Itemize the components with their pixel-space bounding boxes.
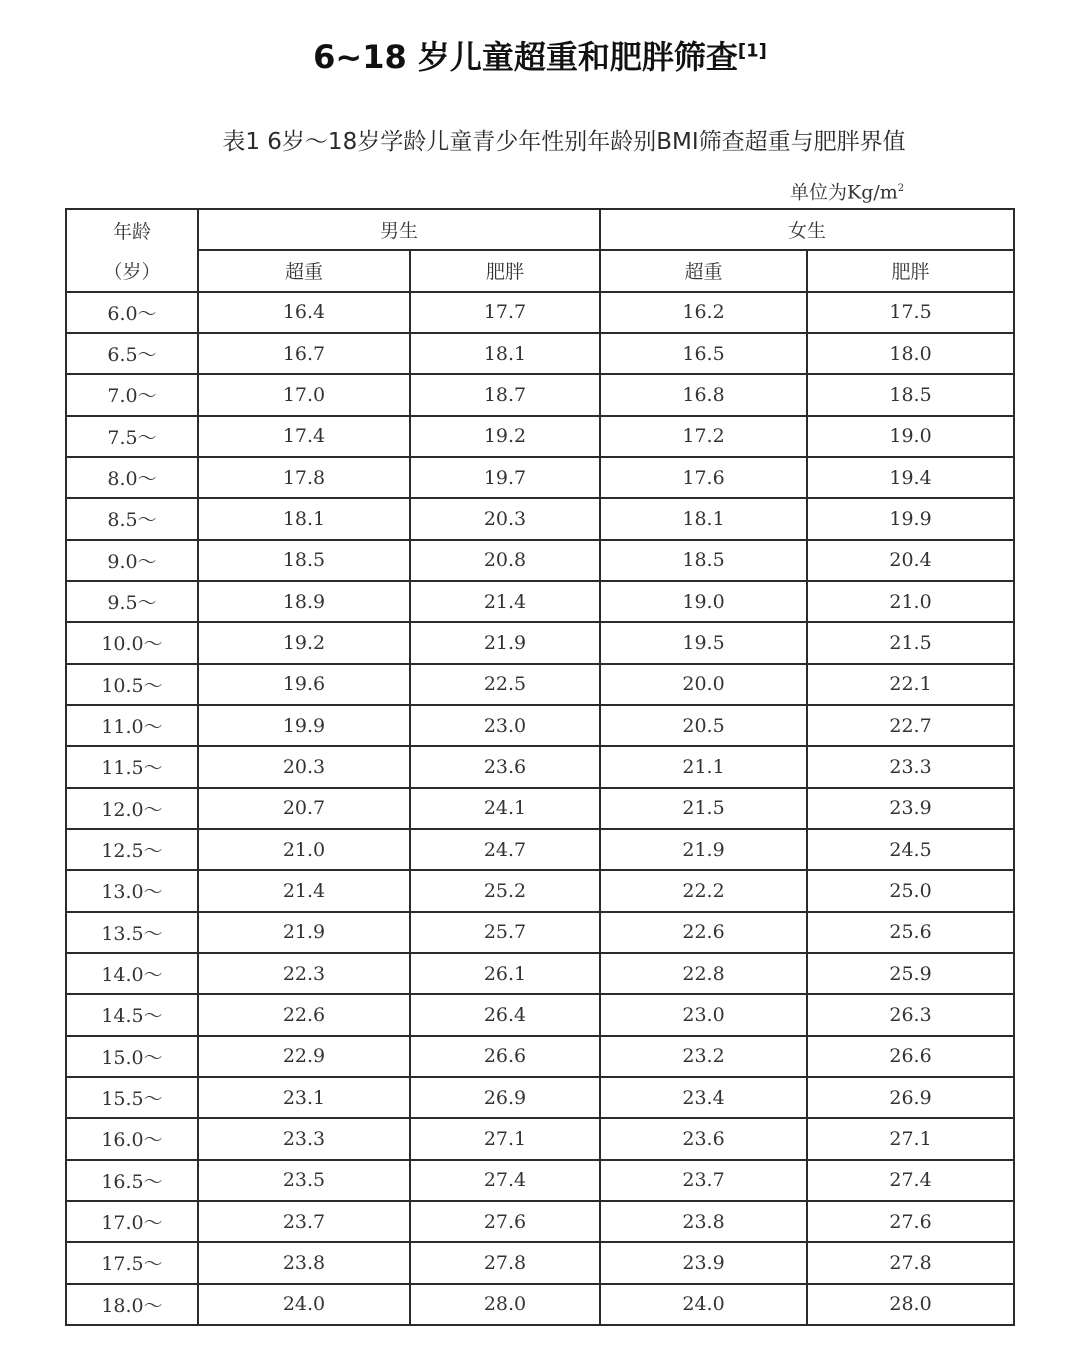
table-row xyxy=(66,581,1014,622)
age-cell: 14.0～ xyxy=(66,953,198,994)
table-row xyxy=(66,746,1014,787)
boy-obese-cell: 18.7 xyxy=(410,374,600,415)
table-row xyxy=(66,664,1014,705)
age-cell: 7.5～ xyxy=(66,416,198,457)
boy-obese-cell: 19.7 xyxy=(410,457,600,498)
age-cell: 15.0～ xyxy=(66,1036,198,1077)
table-caption: 表1 6岁～18岁学龄儿童青少年性别年龄别BMI筛查超重与肥胖界值 xyxy=(222,129,906,155)
boy-overweight-cell: 23.5 xyxy=(198,1160,410,1201)
table-row xyxy=(66,829,1014,870)
age-header-line2: （岁） xyxy=(66,250,198,291)
page-title-text: 6~18 岁儿童超重和肥胖筛查 xyxy=(313,38,738,76)
girls-header: 女生 xyxy=(600,209,1014,250)
boy-obese-cell: 21.4 xyxy=(410,581,600,622)
girl-obese-cell: 27.8 xyxy=(807,1242,1014,1283)
table-row xyxy=(66,870,1014,911)
age-cell: 10.0～ xyxy=(66,622,198,663)
unit-exponent: 2 xyxy=(897,183,905,194)
girl-obese-cell: 27.4 xyxy=(807,1160,1014,1201)
boy-overweight-cell: 22.3 xyxy=(198,953,410,994)
boy-overweight-cell: 16.7 xyxy=(198,333,410,374)
girl-overweight-cell: 23.7 xyxy=(600,1160,807,1201)
age-cell: 13.0～ xyxy=(66,870,198,911)
boy-obese-cell: 27.1 xyxy=(410,1118,600,1159)
table-row xyxy=(66,1118,1014,1159)
citation-marker[interactable]: [1] xyxy=(737,40,767,62)
boy-obese-cell: 24.1 xyxy=(410,788,600,829)
table-row xyxy=(66,374,1014,415)
girl-overweight-cell: 22.8 xyxy=(600,953,807,994)
girl-overweight-cell: 23.2 xyxy=(600,1036,807,1077)
table-row xyxy=(66,1036,1014,1077)
age-cell: 15.5～ xyxy=(66,1077,198,1118)
girl-overweight-cell: 18.5 xyxy=(600,540,807,581)
girl-overweight-cell: 21.1 xyxy=(600,746,807,787)
boy-obese-cell: 27.8 xyxy=(410,1242,600,1283)
boy-overweight-cell: 19.6 xyxy=(198,664,410,705)
girl-obese-cell: 20.4 xyxy=(807,540,1014,581)
girl-overweight-cell: 22.2 xyxy=(600,870,807,911)
table-row xyxy=(66,1077,1014,1118)
boy-obese-cell: 23.0 xyxy=(410,705,600,746)
page-title xyxy=(0,30,1080,84)
girl-obese-cell: 26.6 xyxy=(807,1036,1014,1077)
table-row xyxy=(66,994,1014,1035)
boy-obese-cell: 26.1 xyxy=(410,953,600,994)
boy-obese-cell: 23.6 xyxy=(410,746,600,787)
unit-note xyxy=(790,172,950,209)
boy-overweight-cell: 21.9 xyxy=(198,912,410,953)
table-row xyxy=(66,1242,1014,1283)
girl-overweight-cell: 20.0 xyxy=(600,664,807,705)
girl-overweight-cell: 23.6 xyxy=(600,1118,807,1159)
age-cell: 11.5～ xyxy=(66,746,198,787)
boy-overweight-cell: 23.1 xyxy=(198,1077,410,1118)
boy-obese-cell: 21.9 xyxy=(410,622,600,663)
boy-overweight-cell: 22.6 xyxy=(198,994,410,1035)
boy-obese-cell: 20.3 xyxy=(410,498,600,539)
table-row xyxy=(66,292,1014,333)
boy-obese-cell: 18.1 xyxy=(410,333,600,374)
table-row xyxy=(66,498,1014,539)
age-cell: 13.5～ xyxy=(66,912,198,953)
age-cell: 6.0～ xyxy=(66,292,198,333)
girl-obese-cell: 19.9 xyxy=(807,498,1014,539)
age-cell: 16.0～ xyxy=(66,1118,198,1159)
girl-obese-cell: 23.9 xyxy=(807,788,1014,829)
girl-overweight-cell: 21.5 xyxy=(600,788,807,829)
girl-obese-cell: 18.5 xyxy=(807,374,1014,415)
boy-obese-cell: 25.2 xyxy=(410,870,600,911)
boy-obese-cell: 25.7 xyxy=(410,912,600,953)
boy-obese-cell: 22.5 xyxy=(410,664,600,705)
boy-obese-cell: 20.8 xyxy=(410,540,600,581)
girl-obese-cell: 27.1 xyxy=(807,1118,1014,1159)
girl-obese-cell: 19.4 xyxy=(807,457,1014,498)
table-row xyxy=(66,416,1014,457)
girl-obese-cell: 23.3 xyxy=(807,746,1014,787)
boys-obese-header: 肥胖 xyxy=(410,250,600,291)
boy-overweight-cell: 19.2 xyxy=(198,622,410,663)
boy-obese-cell: 24.7 xyxy=(410,829,600,870)
girl-overweight-cell: 23.9 xyxy=(600,1242,807,1283)
girl-obese-cell: 22.1 xyxy=(807,664,1014,705)
age-cell: 12.5～ xyxy=(66,829,198,870)
girl-obese-cell: 27.6 xyxy=(807,1201,1014,1242)
table-row xyxy=(66,1284,1014,1325)
boy-overweight-cell: 19.9 xyxy=(198,705,410,746)
boy-overweight-cell: 16.4 xyxy=(198,292,410,333)
girl-overweight-cell: 19.5 xyxy=(600,622,807,663)
age-header-line1: 年龄 xyxy=(66,209,198,250)
girl-overweight-cell: 16.2 xyxy=(600,292,807,333)
unit-note-text: 单位为Kg/m xyxy=(790,181,898,204)
table-row xyxy=(66,1160,1014,1201)
boy-obese-cell: 26.6 xyxy=(410,1036,600,1077)
boy-obese-cell: 17.7 xyxy=(410,292,600,333)
age-cell: 17.0～ xyxy=(66,1201,198,1242)
girl-overweight-cell: 17.6 xyxy=(600,457,807,498)
girl-overweight-cell: 16.5 xyxy=(600,333,807,374)
boy-overweight-cell: 18.1 xyxy=(198,498,410,539)
table-row xyxy=(66,912,1014,953)
table-row xyxy=(66,788,1014,829)
girl-overweight-cell: 16.8 xyxy=(600,374,807,415)
boy-obese-cell: 28.0 xyxy=(410,1284,600,1325)
girl-overweight-cell: 23.0 xyxy=(600,994,807,1035)
girl-obese-cell: 21.5 xyxy=(807,622,1014,663)
age-cell: 7.0～ xyxy=(66,374,198,415)
girls-overweight-header: 超重 xyxy=(600,250,807,291)
girl-overweight-cell: 23.4 xyxy=(600,1077,807,1118)
boy-overweight-cell: 21.0 xyxy=(198,829,410,870)
girl-obese-cell: 26.9 xyxy=(807,1077,1014,1118)
table-row xyxy=(66,540,1014,581)
header-row-group xyxy=(66,209,1014,250)
table-row xyxy=(66,622,1014,663)
girl-overweight-cell: 22.6 xyxy=(600,912,807,953)
girls-obese-header: 肥胖 xyxy=(807,250,1014,291)
boys-overweight-header: 超重 xyxy=(198,250,410,291)
age-cell: 10.5～ xyxy=(66,664,198,705)
boy-obese-cell: 26.9 xyxy=(410,1077,600,1118)
girl-overweight-cell: 20.5 xyxy=(600,705,807,746)
age-cell: 8.5～ xyxy=(66,498,198,539)
girl-obese-cell: 21.0 xyxy=(807,581,1014,622)
age-cell: 11.0～ xyxy=(66,705,198,746)
girl-obese-cell: 26.3 xyxy=(807,994,1014,1035)
girl-overweight-cell: 21.9 xyxy=(600,829,807,870)
boy-overweight-cell: 21.4 xyxy=(198,870,410,911)
boys-header: 男生 xyxy=(198,209,600,250)
header-row-metric xyxy=(66,250,1014,291)
boy-obese-cell: 27.4 xyxy=(410,1160,600,1201)
girl-obese-cell: 25.0 xyxy=(807,870,1014,911)
girl-obese-cell: 17.5 xyxy=(807,292,1014,333)
boy-overweight-cell: 18.9 xyxy=(198,581,410,622)
age-cell: 17.5～ xyxy=(66,1242,198,1283)
table-row xyxy=(66,1201,1014,1242)
boy-overweight-cell: 23.8 xyxy=(198,1242,410,1283)
girl-overweight-cell: 19.0 xyxy=(600,581,807,622)
girl-overweight-cell: 23.8 xyxy=(600,1201,807,1242)
girl-obese-cell: 28.0 xyxy=(807,1284,1014,1325)
age-cell: 8.0～ xyxy=(66,457,198,498)
boy-overweight-cell: 23.7 xyxy=(198,1201,410,1242)
age-cell: 6.5～ xyxy=(66,333,198,374)
boy-overweight-cell: 17.8 xyxy=(198,457,410,498)
boy-overweight-cell: 23.3 xyxy=(198,1118,410,1159)
bmi-table xyxy=(65,208,1015,1326)
boy-overweight-cell: 17.4 xyxy=(198,416,410,457)
boy-overweight-cell: 18.5 xyxy=(198,540,410,581)
age-cell: 18.0～ xyxy=(66,1284,198,1325)
boy-overweight-cell: 17.0 xyxy=(198,374,410,415)
girl-overweight-cell: 24.0 xyxy=(600,1284,807,1325)
girl-overweight-cell: 18.1 xyxy=(600,498,807,539)
girl-obese-cell: 18.0 xyxy=(807,333,1014,374)
table-row xyxy=(66,333,1014,374)
girl-obese-cell: 25.6 xyxy=(807,912,1014,953)
boy-overweight-cell: 22.9 xyxy=(198,1036,410,1077)
boy-overweight-cell: 20.7 xyxy=(198,788,410,829)
girl-overweight-cell: 17.2 xyxy=(600,416,807,457)
boy-overweight-cell: 24.0 xyxy=(198,1284,410,1325)
age-cell: 12.0～ xyxy=(66,788,198,829)
table-row xyxy=(66,457,1014,498)
girl-obese-cell: 25.9 xyxy=(807,953,1014,994)
boy-overweight-cell: 20.3 xyxy=(198,746,410,787)
boy-obese-cell: 26.4 xyxy=(410,994,600,1035)
age-cell: 9.0～ xyxy=(66,540,198,581)
boy-obese-cell: 19.2 xyxy=(410,416,600,457)
age-cell: 16.5～ xyxy=(66,1160,198,1201)
girl-obese-cell: 24.5 xyxy=(807,829,1014,870)
age-cell: 14.5～ xyxy=(66,994,198,1035)
table-row xyxy=(66,953,1014,994)
girl-obese-cell: 19.0 xyxy=(807,416,1014,457)
age-cell: 9.5～ xyxy=(66,581,198,622)
table-row xyxy=(66,705,1014,746)
girl-obese-cell: 22.7 xyxy=(807,705,1014,746)
boy-obese-cell: 27.6 xyxy=(410,1201,600,1242)
